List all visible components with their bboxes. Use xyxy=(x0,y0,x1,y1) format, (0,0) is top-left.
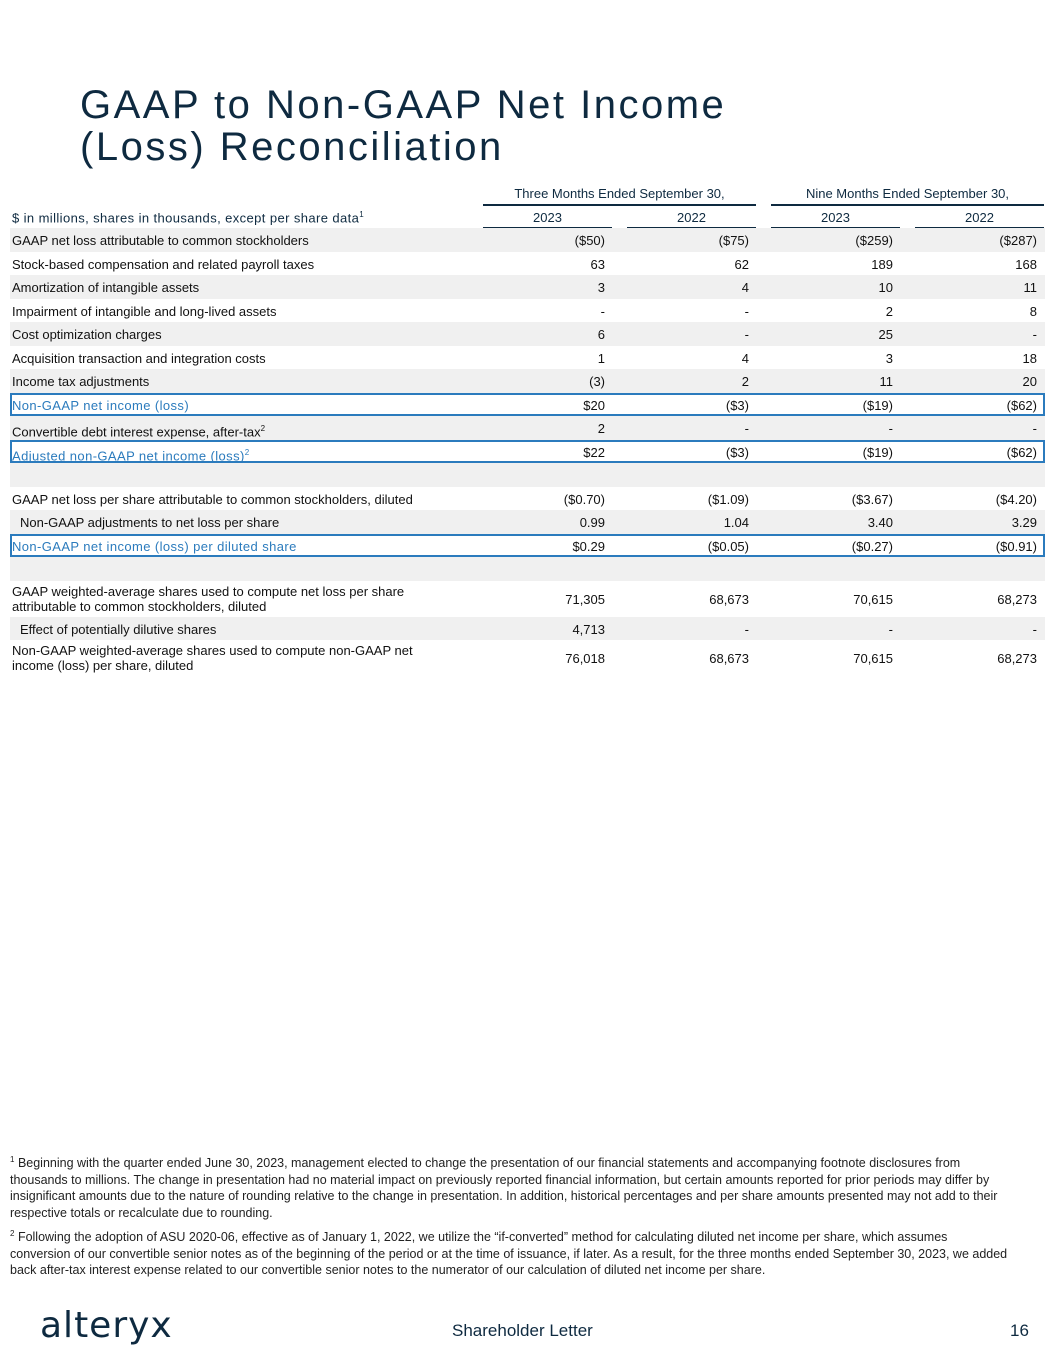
row-value: 63 xyxy=(590,256,605,272)
row-value: ($0.05) xyxy=(707,538,749,554)
row-value: ($287) xyxy=(999,233,1037,248)
row-value: ($3) xyxy=(725,444,749,460)
row-label: Non-GAAP net income (loss) xyxy=(12,397,190,413)
row-value: ($259) xyxy=(855,233,893,248)
row-value: 25 xyxy=(878,327,893,342)
row-value: 3.40 xyxy=(867,515,893,530)
row-value: ($75) xyxy=(718,233,749,248)
table-row xyxy=(10,617,1045,641)
table-row xyxy=(10,322,1045,346)
row-value: 8 xyxy=(1029,303,1037,319)
row-value: 4 xyxy=(741,280,749,295)
table-row xyxy=(10,369,1045,393)
row-value: ($0.70) xyxy=(563,491,605,507)
row-value: 4 xyxy=(741,350,749,366)
row-value: - xyxy=(744,303,749,319)
row-value: $20 xyxy=(583,397,605,413)
row-value: - xyxy=(888,621,893,637)
row-value: 18 xyxy=(1022,350,1037,366)
row-value: ($4.20) xyxy=(995,491,1037,507)
row-label: Non-GAAP weighted-average shares used to compute non-GAAP net income (loss) per share, diluted xyxy=(12,643,413,673)
row-value: 3 xyxy=(885,350,893,366)
table-row xyxy=(10,346,1045,370)
table-row xyxy=(10,510,1045,534)
year-header: 2022 xyxy=(915,210,1044,229)
group-header-three-months: Three Months Ended September 30, xyxy=(483,186,756,206)
year-header: 2022 xyxy=(627,210,756,229)
row-value: 4,713 xyxy=(572,621,605,637)
row-label: Effect of potentially dilutive shares xyxy=(20,621,217,637)
row-value: 6 xyxy=(597,327,605,342)
row-label: Cost optimization charges xyxy=(12,327,162,342)
row-value: 0.99 xyxy=(579,515,605,530)
row-value: $22 xyxy=(583,444,605,460)
row-value: (3) xyxy=(589,374,605,389)
row-label: Stock-based compensation and related payroll taxes xyxy=(12,256,315,272)
row-label: GAAP net loss attributable to common stockholders xyxy=(12,233,309,248)
row-value: 3.29 xyxy=(1011,515,1037,530)
table-row xyxy=(10,440,1045,464)
row-value: - xyxy=(1032,421,1037,436)
page-title: GAAP to Non-GAAP Net Income (Loss) Reconciliation xyxy=(80,83,727,169)
table-row xyxy=(10,534,1045,558)
row-value: - xyxy=(744,621,749,637)
row-value: 70,615 xyxy=(853,651,893,666)
row-value: 68,273 xyxy=(997,591,1037,607)
table-row xyxy=(10,252,1045,276)
row-value: ($62) xyxy=(1006,444,1037,460)
row-value: 2 xyxy=(885,303,893,319)
row-value: 1 xyxy=(597,350,605,366)
row-value: - xyxy=(744,421,749,436)
year-header: 2023 xyxy=(771,210,900,229)
row-value: ($50) xyxy=(574,233,605,248)
table-row xyxy=(10,581,1045,617)
row-value: 62 xyxy=(734,256,749,272)
row-value: 68,673 xyxy=(709,651,749,666)
year-header: 2023 xyxy=(483,210,612,229)
row-value: - xyxy=(888,421,893,436)
unit-label: $ in millions, shares in thousands, except per share data$^1$ xyxy=(12,210,365,226)
row-value: - xyxy=(1032,327,1037,342)
row-value: ($3.67) xyxy=(851,491,893,507)
row-value: 2 xyxy=(597,421,605,436)
row-value: 71,305 xyxy=(565,591,605,607)
row-value: 70,615 xyxy=(853,591,893,607)
row-value: ($0.27) xyxy=(851,538,893,554)
row-label: Non-GAAP adjustments to net loss per share xyxy=(20,515,280,530)
table-row xyxy=(10,416,1045,440)
row-value: ($1.09) xyxy=(707,491,749,507)
row-value: 1.04 xyxy=(723,515,749,530)
row-label: Adjusted non-GAAP net income (loss)$^2$ xyxy=(12,447,250,463)
row-value: 76,018 xyxy=(565,651,605,666)
row-value: ($19) xyxy=(862,444,893,460)
group-header-nine-months: Nine Months Ended September 30, xyxy=(771,186,1044,206)
row-value: - xyxy=(600,303,605,319)
row-value: ($3) xyxy=(725,397,749,413)
spacer-row xyxy=(10,557,1045,581)
row-value: ($62) xyxy=(1006,397,1037,413)
row-value: 11 xyxy=(879,374,893,389)
row-value: 3 xyxy=(597,280,605,295)
reconciliation-table xyxy=(10,228,1045,676)
table-row xyxy=(10,640,1045,676)
spacer-row xyxy=(10,463,1045,487)
row-value: ($0.91) xyxy=(995,538,1037,554)
table-row xyxy=(10,275,1045,299)
table-row xyxy=(10,228,1045,252)
alteryx-logo: alteryx xyxy=(40,1305,173,1346)
row-label: Non-GAAP net income (loss) per diluted share xyxy=(12,538,297,554)
page-number: 16 xyxy=(1010,1321,1029,1340)
table-row xyxy=(10,487,1045,511)
row-label: GAAP weighted-average shares used to compute net loss per share attributable to common stockholders, diluted xyxy=(12,583,405,614)
row-value: 68,673 xyxy=(709,591,749,607)
footer-label: Shareholder Letter xyxy=(452,1321,593,1340)
footnote-2: $^2$ Following the adoption of ASU 2020-06, effective as of January 1, 2022, we utilize the “if-converted” method for calculating diluted net income per share, which assumes conversion of our convertible senior notes as of the beginning of the period or at the time of issuance, if later. As a result, for the three months ended September 30, 2023, we added back after-tax interest expense related to our convertible senior notes to the numerator of our calculation of diluted net income per share. xyxy=(10,1229,1008,1278)
row-value: ($19) xyxy=(862,397,893,413)
row-value: $0.29 xyxy=(572,538,605,554)
row-value: 168 xyxy=(1015,256,1037,272)
row-value: 20 xyxy=(1022,374,1037,389)
table-row xyxy=(10,393,1045,417)
row-value: 68,273 xyxy=(997,651,1037,666)
row-label: Convertible debt interest expense, after-tax$^2$ xyxy=(12,424,266,440)
row-value: - xyxy=(744,327,749,342)
footnote-1: $^1$ Beginning with the quarter ended June 30, 2023, management elected to change the presentation of our financial statements and accompanying footnote disclosures from thousands to millions. The change in presentation had no material impact on previously reported financial information, but certain amounts reported for prior periods may differ by insignificant amounts due to the nature of rounding relative to the change in presentation. In addition, historical percentages and per share amounts presented may not add to their respective totals or recalculate due to rounding. xyxy=(10,1155,998,1220)
row-label: Impairment of intangible and long-lived assets xyxy=(12,303,277,319)
row-label: Amortization of intangible assets xyxy=(12,280,200,295)
row-value: 189 xyxy=(871,256,893,272)
table-header xyxy=(10,208,1045,228)
row-value: 10 xyxy=(878,280,893,295)
table-row xyxy=(10,299,1045,323)
row-value: - xyxy=(1032,621,1037,637)
row-value: 11 xyxy=(1023,280,1037,295)
row-label: GAAP net loss per share attributable to common stockholders, diluted xyxy=(12,491,413,507)
row-value: 2 xyxy=(741,374,749,389)
row-label: Income tax adjustments xyxy=(12,374,150,389)
row-label: Acquisition transaction and integration costs xyxy=(12,350,266,366)
